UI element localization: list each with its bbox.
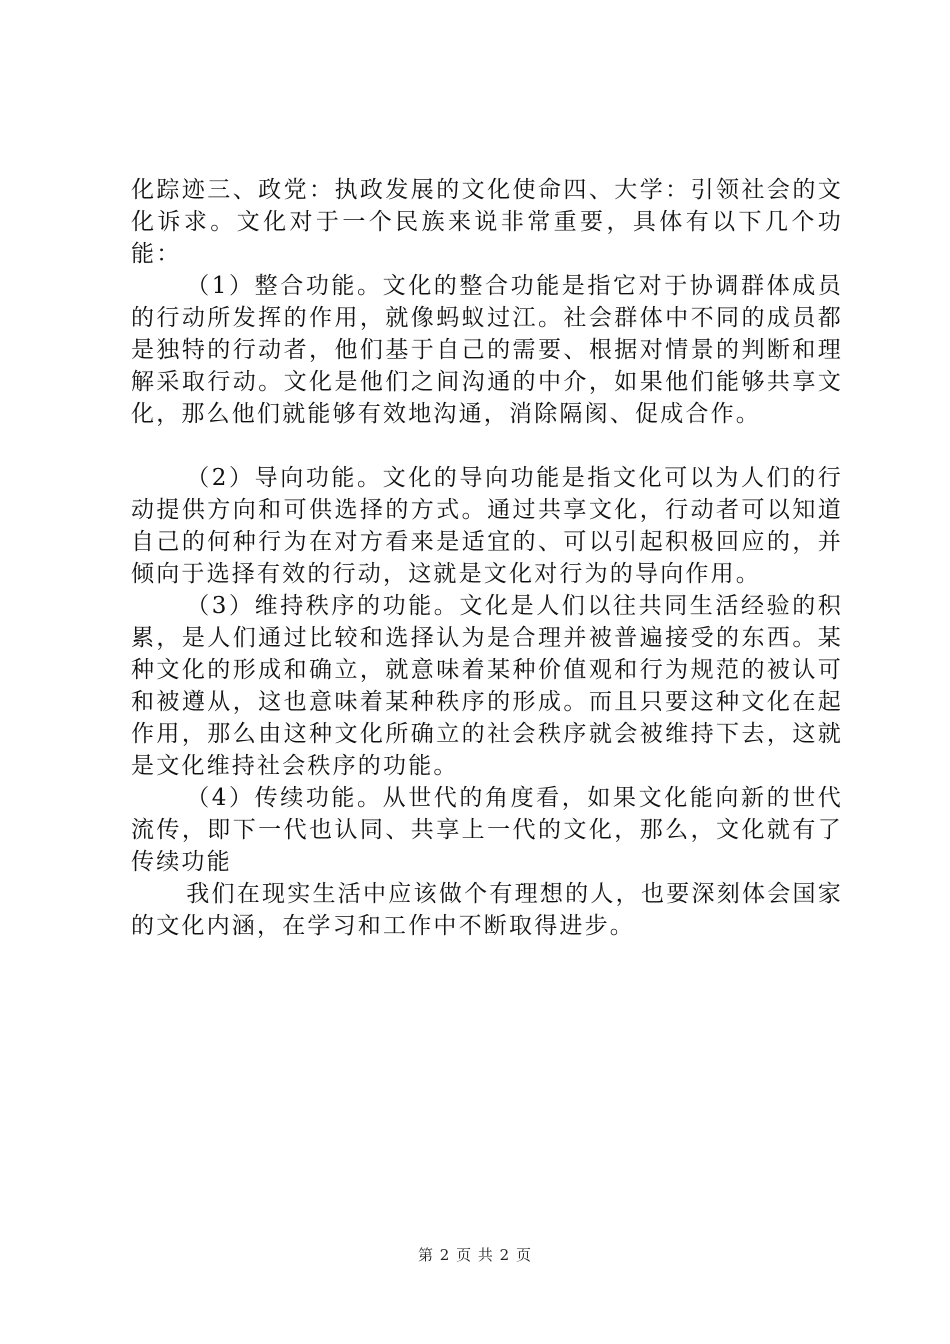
paragraph-integration-function: （1）整合功能。文化的整合功能是指它对于协调群体成员的行动所发挥的作用，就像蚂蚁过江。社会群体中不同的成员都是独特的行动者，他们基于自己的需要、根据对情景的判断和理解采取行动。文化是他们之间沟通的中介，如果他们能够共享文化，那么他们就能够有效地沟通，消除隔阂、促成合作。 — [131, 273, 843, 427]
paragraph-intro: 化踪迹三、政党：执政发展的文化使命四、大学：引领社会的文化诉求。文化对于一个民族来说非常重要，具体有以下几个功能： — [131, 177, 843, 267]
paragraph-conclusion: 我们在现实生活中应该做个有理想的人，也要深刻体会国家的文化内涵，在学习和工作中不断取得进步。 — [131, 881, 843, 939]
paragraph-guidance-function: （2）导向功能。文化的导向功能是指文化可以为人们的行动提供方向和可供选择的方式。通过共享文化，行动者可以知道自己的何种行为在对方看来是适宜的、可以引起积极回应的，并倾向于选择有效的行动，这就是文化对行为的导向作用。 — [131, 465, 843, 587]
paragraph-transmission-function: （4）传续功能。从世代的角度看，如果文化能向新的世代流传，即下一代也认同、共享上一代的文化，那么，文化就有了传续功能 — [131, 785, 843, 875]
page-number-footer: 第 2 页 共 2 页 — [418, 1246, 532, 1264]
paragraph-order-function: （3）维持秩序的功能。文化是人们以往共同生活经验的积累，是人们通过比较和选择认为是合理并被普遍接受的东西。某种文化的形成和确立，就意味着某种价值观和行为规范的被认可和被遵从，这也意味着某种秩序的形成。而且只要这种文化在起作用，那么由这种文化所确立的社会秩序就会被维持下去，这就是文化维持社会秩序的功能。 — [131, 593, 843, 779]
document-body — [131, 174, 843, 942]
